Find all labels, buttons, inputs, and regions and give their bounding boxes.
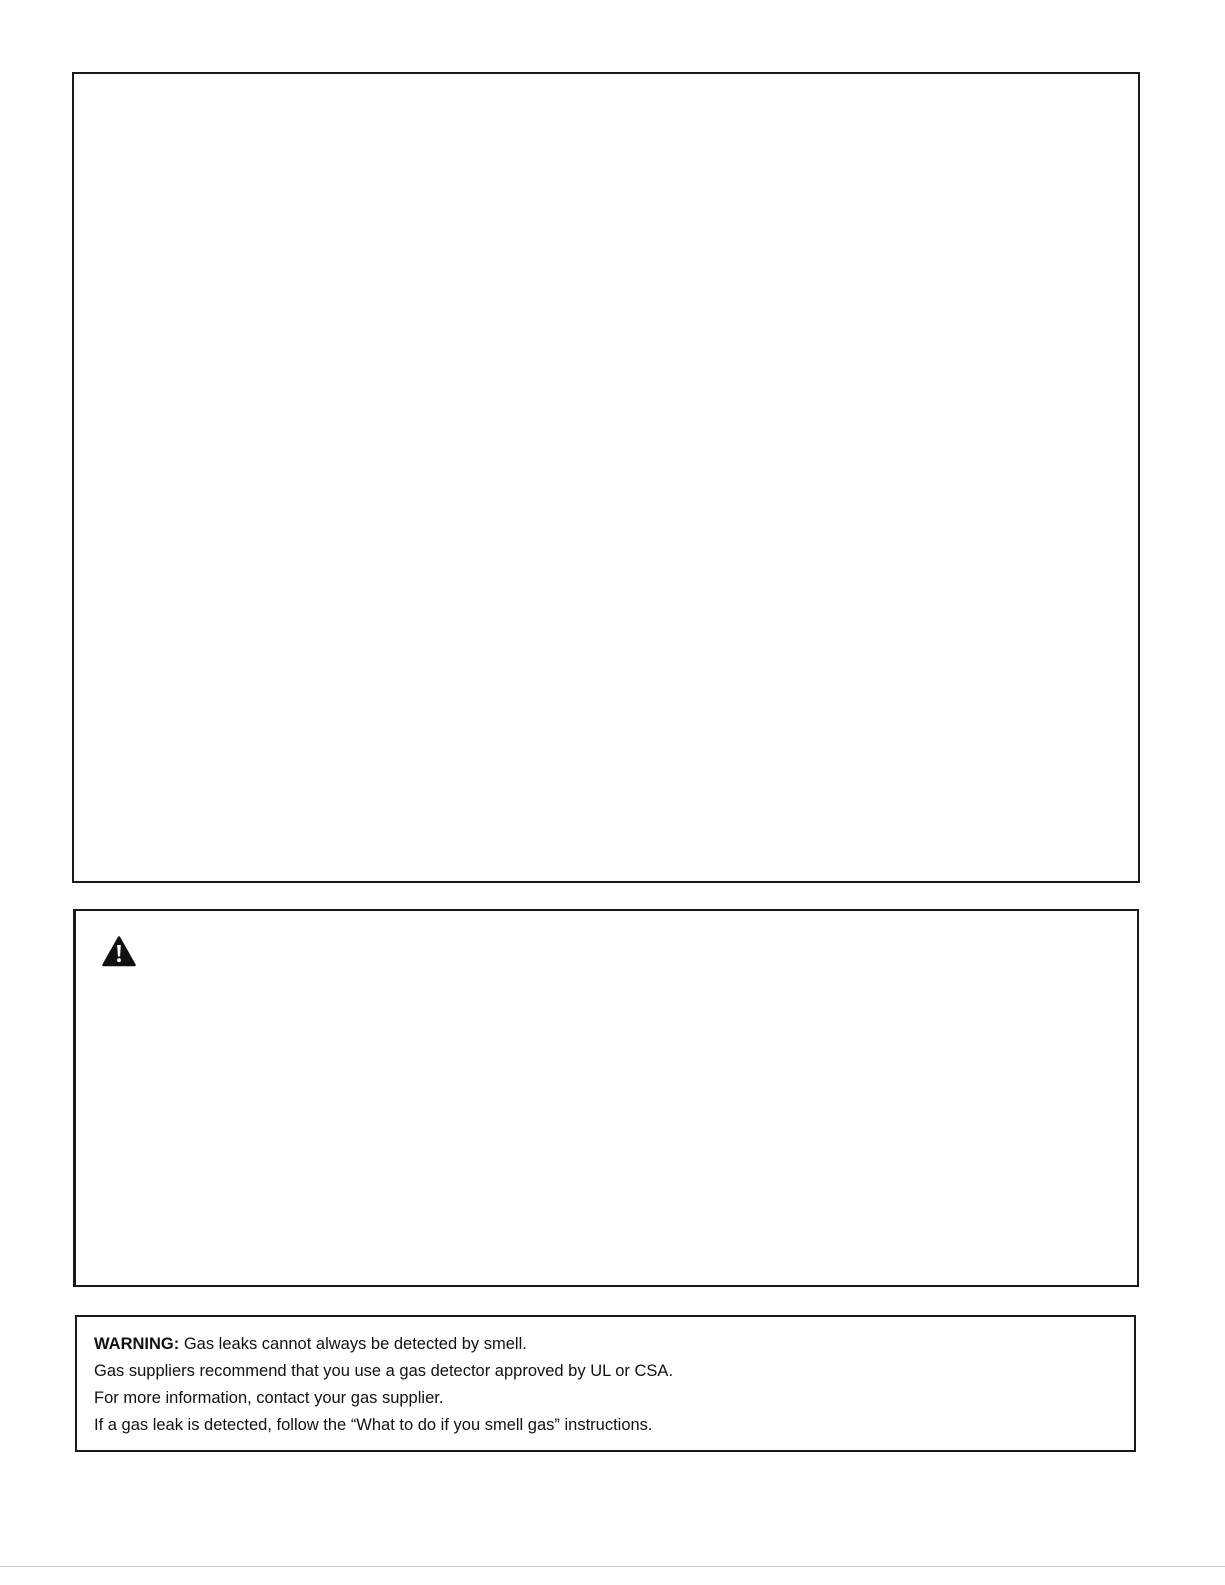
warning-line-3: For more information, contact your gas supplier. [94, 1389, 444, 1407]
warning-label: WARNING: [94, 1335, 180, 1353]
safety-notice-box [73, 909, 1139, 1287]
gas-leak-warning-box [75, 1315, 1136, 1452]
gas-leak-warning-text [94, 1331, 673, 1439]
page-bottom-rule [0, 1566, 1225, 1567]
warning-line-4: If a gas leak is detected, follow the “What to do if you smell gas” instructions. [94, 1416, 653, 1434]
warning-line-2: Gas suppliers recommend that you use a gas detector approved by UL or CSA. [94, 1362, 674, 1380]
blank-content-box-top [72, 72, 1140, 883]
warning-triangle-icon [102, 936, 136, 967]
warning-line-1-text: Gas leaks cannot always be detected by smell. [179, 1335, 527, 1353]
warning-line-1 [94, 1331, 673, 1358]
